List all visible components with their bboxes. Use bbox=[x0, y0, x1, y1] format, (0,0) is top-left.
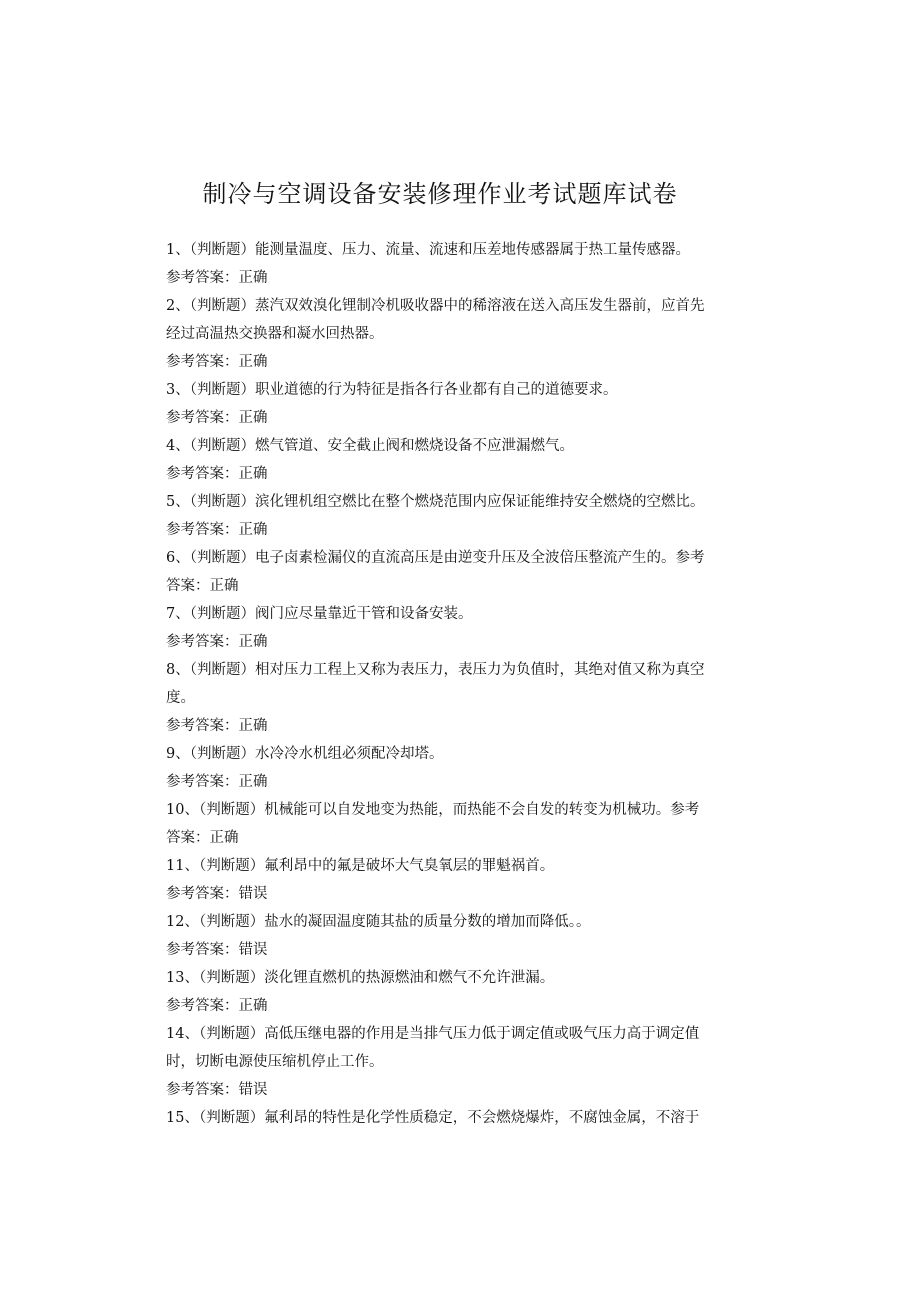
question-8-line-1: 8、（判断题）相对压力工程上又称为表压力，表压力为负值时，其绝对值又称为真空 bbox=[166, 662, 705, 678]
answer-10: 答案：正确 bbox=[166, 830, 239, 846]
question-1-line: 1、（判断题）能测量温度、压力、流量、流速和压差地传感器属于热工量传感器。 bbox=[166, 242, 690, 258]
question-4-line: 4、（判断题）燃气管道、安全截止阀和燃烧设备不应泄漏燃气。 bbox=[166, 438, 574, 454]
answer-2: 参考答案：正确 bbox=[166, 354, 268, 370]
question-10-line: 10、（判断题）机械能可以自发地变为热能，而热能不会自发的转变为机械功。参考 bbox=[166, 802, 700, 818]
question-list bbox=[166, 236, 748, 1132]
answer-1: 参考答案：正确 bbox=[166, 270, 268, 286]
answer-7: 参考答案：正确 bbox=[166, 634, 268, 650]
answer-6: 答案：正确 bbox=[166, 578, 239, 594]
answer-13: 参考答案：正确 bbox=[166, 998, 268, 1014]
answer-9: 参考答案：正确 bbox=[166, 774, 268, 790]
question-14-line-1: 14、（判断题）高低压继电器的作用是当排气压力低于调定值或吸气压力高于调定值 bbox=[166, 1026, 700, 1042]
question-3-line: 3、（判断题）职业道德的行为特征是指各行各业都有自己的道德要求。 bbox=[166, 382, 618, 398]
answer-3: 参考答案：正确 bbox=[166, 410, 268, 426]
question-2-line-2: 经过高温热交换器和凝水回热器。 bbox=[166, 326, 384, 342]
question-8-line-2: 度。 bbox=[166, 690, 195, 706]
question-5-line: 5、（判断题）滨化锂机组空燃比在整个燃烧范围内应保证能维持安全燃烧的空燃比。 bbox=[166, 494, 705, 510]
question-12-line: 12、（判断题）盐水的凝固温度随其盐的质量分数的增加而降低。。 bbox=[166, 914, 591, 930]
question-2-line-1: 2、（判断题）蒸汽双效溴化锂制冷机吸收器中的稀溶液在送入高压发生器前，应首先 bbox=[166, 298, 705, 314]
question-9-line: 9、（判断题）水冷冷水机组必须配冷却塔。 bbox=[166, 746, 444, 762]
question-6-line: 6、（判断题）电子卤素检漏仪的直流高压是由逆变升压及全波倍压整流产生的。参考 bbox=[166, 550, 705, 566]
answer-11: 参考答案：错误 bbox=[166, 886, 268, 902]
answer-8: 参考答案：正确 bbox=[166, 718, 268, 734]
question-7-line: 7、（判断题）阀门应尽量靠近干管和设备安装。 bbox=[166, 606, 473, 622]
answer-4: 参考答案：正确 bbox=[166, 466, 268, 482]
question-15-line: 15、（判断题）氟利昂的特性是化学性质稳定，不会燃烧爆炸，不腐蚀金属，不溶于 bbox=[166, 1110, 700, 1126]
document-title: 制冷与空调设备安装修理作业考试题库试卷 bbox=[202, 180, 678, 208]
answer-14: 参考答案：错误 bbox=[166, 1082, 268, 1098]
answer-5: 参考答案：正确 bbox=[166, 522, 268, 538]
question-13-line: 13、（判断题）淡化锂直燃机的热源燃油和燃气不允许泄漏。 bbox=[166, 970, 555, 986]
question-11-line: 11、（判断题）氟利昂中的氟是破坏大气臭氧层的罪魁祸首。 bbox=[166, 858, 555, 874]
answer-12: 参考答案：错误 bbox=[166, 942, 268, 958]
question-14-line-2: 时，切断电源使压缩机停止工作。 bbox=[166, 1054, 384, 1070]
